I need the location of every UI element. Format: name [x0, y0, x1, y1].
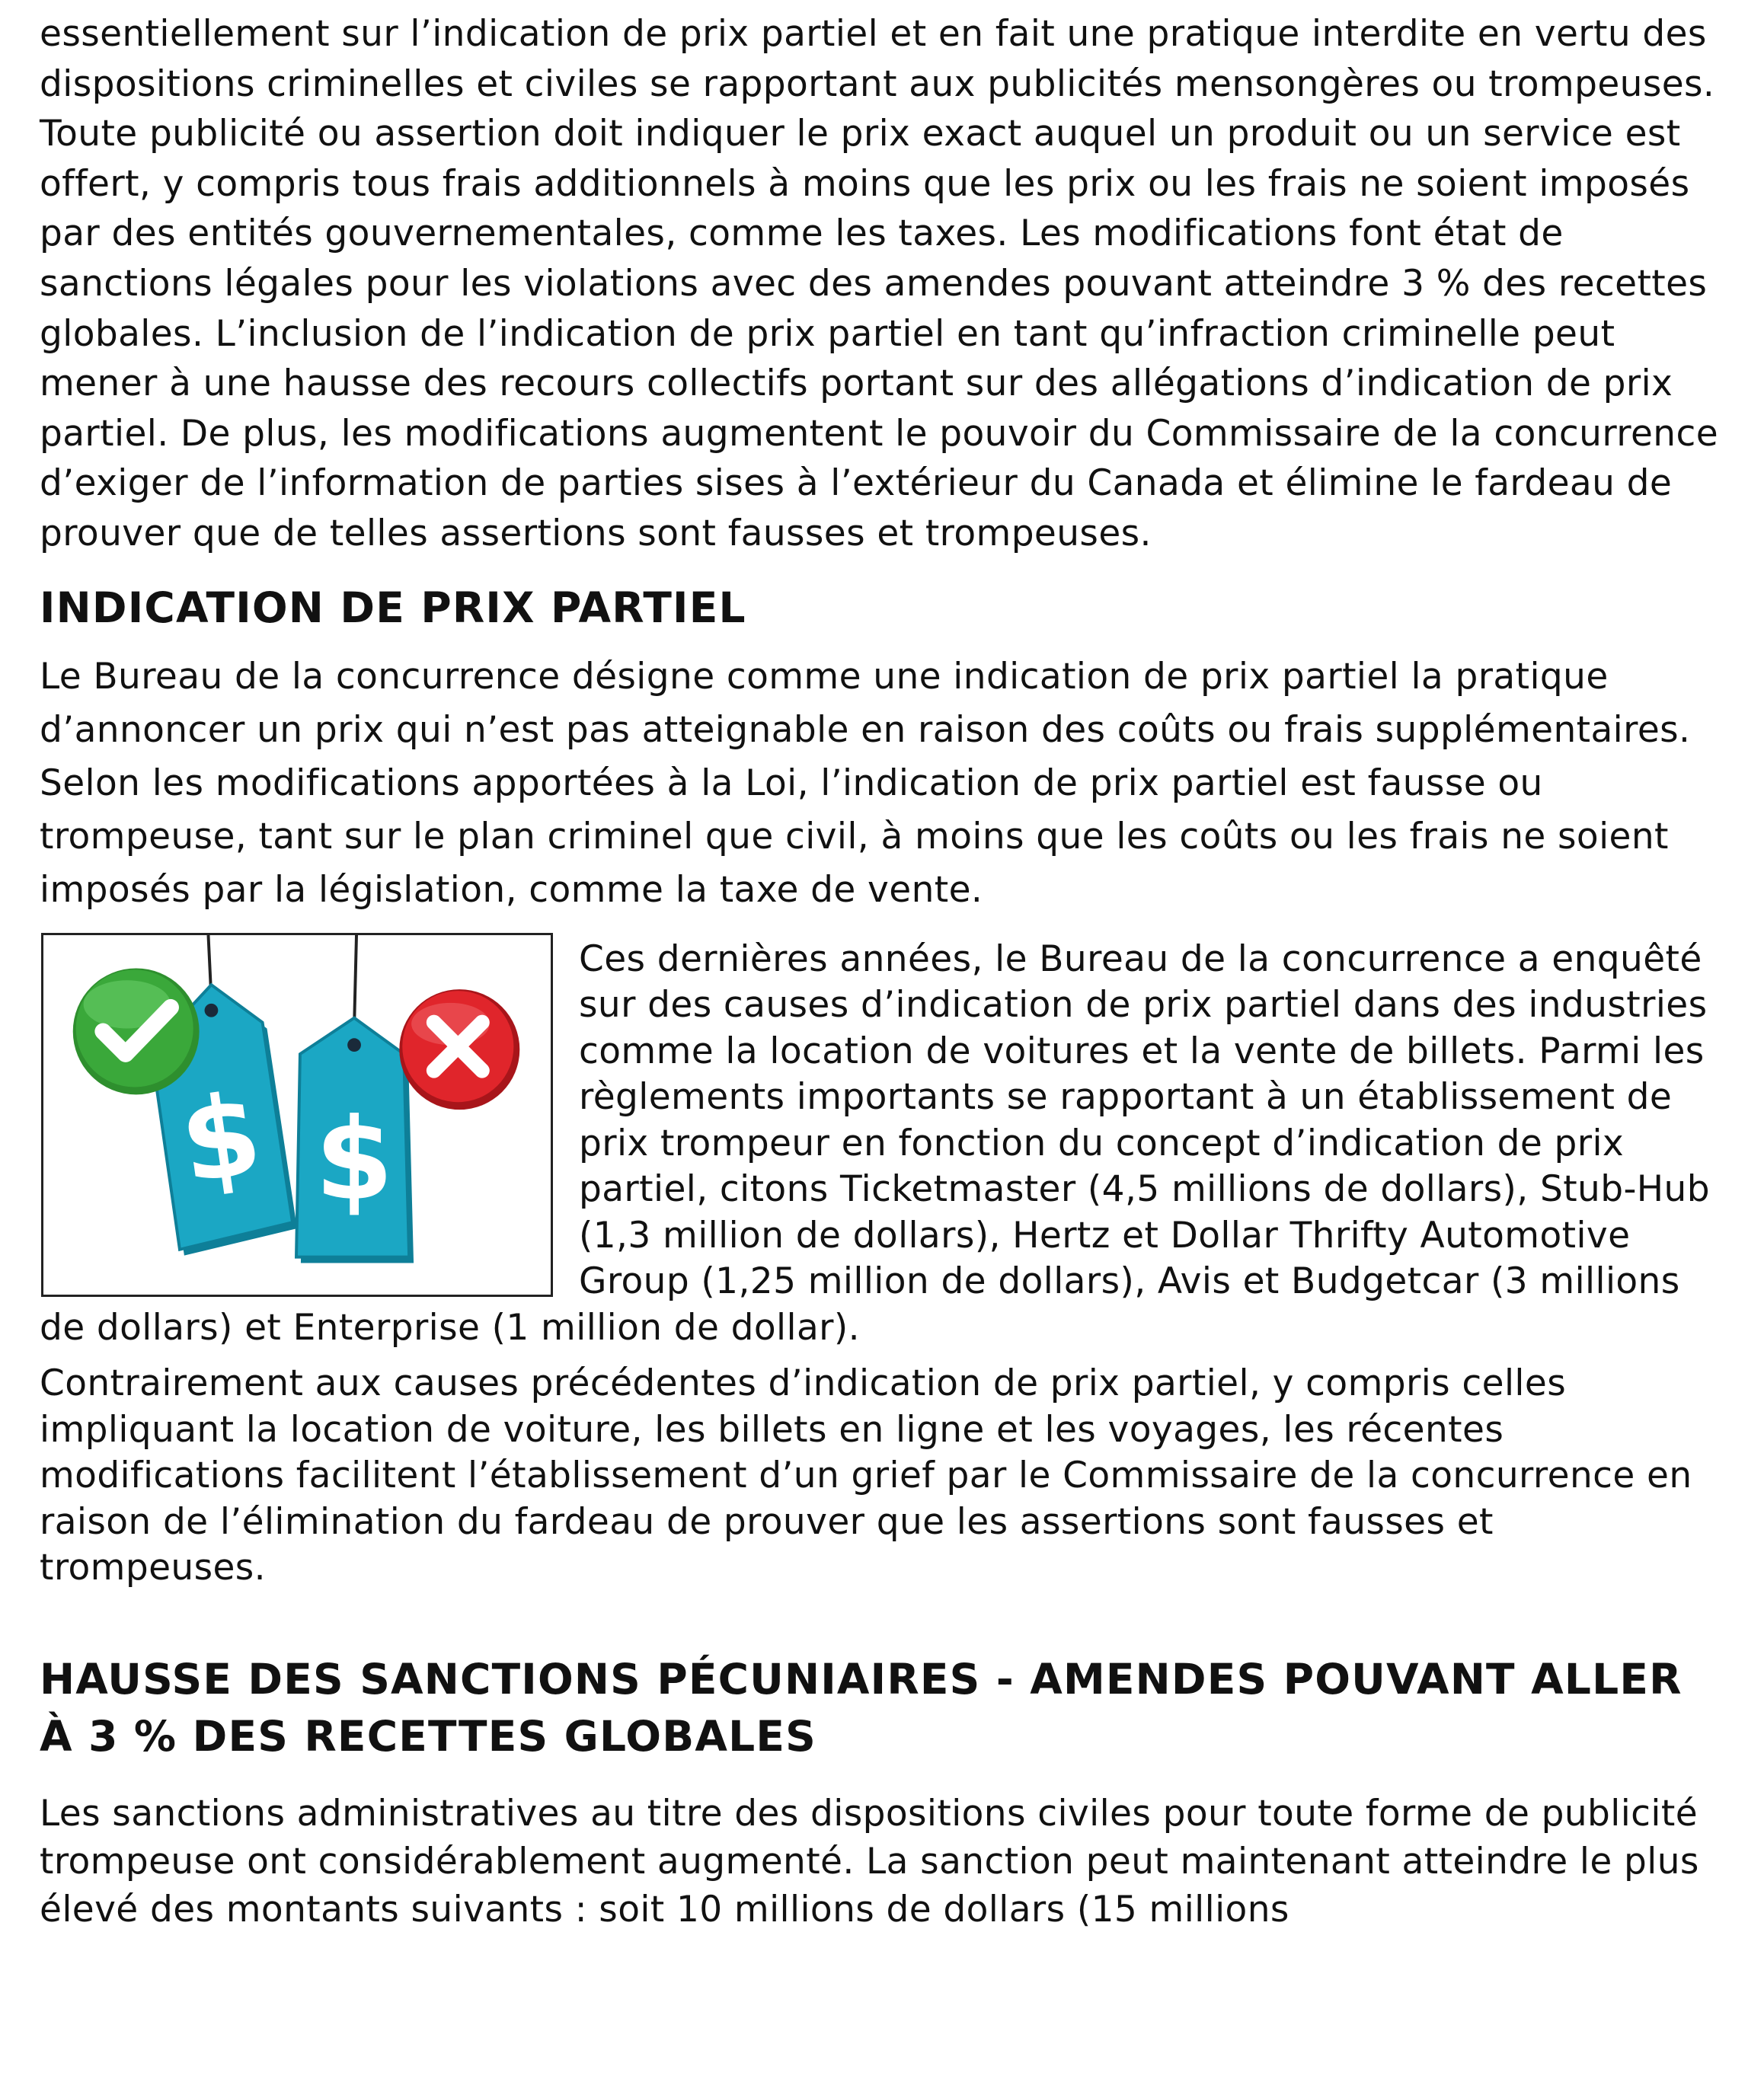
- enforcement-cases-paragraph: Ces dernières années, le Bureau de la concurrence a enquêté sur des causes d’indication de prix partiel dans des industries comme la location de voitures et la vente de billets. Parmi les règlements importants se rapportant à un établissement de prix trompeur en fonction du concept d’indication de prix partiel, citons Ticketmaster (4,5 millions de dollars), Stub-Hub (1,3 million de dollars), Hertz et Dollar Thrifty Automotive Group (1,25 million de dollars), Avis et Budgetcar (3 millions de dollars) et Enterprise (1 million de dollar).: [40, 937, 1710, 1349]
- partial-pricing-definition-paragraph: Le Bureau de la concurrence désigne comme une indication de prix partiel la pratique d’annoncer un prix qui n’est pas atteignable en raison des coûts ou frais supplémentaires. Selon les modifications apportées à la Loi, l’indication de prix partiel est fausse ou trompeuse, tant sur le plan criminel que civil, à moins que les coûts ou les frais ne soient imposés par la législation, comme la taxe de vente.: [40, 655, 1691, 911]
- price-tags-svg: [43, 935, 551, 1295]
- dollar-sign-right: $: [315, 1094, 394, 1225]
- intro-paragraph: essentiellement sur l’indication de prix partiel et en fait une pratique interdite en vertu des dispositions criminelles et civiles se rapportant aux publicités mensongères ou trompeuses. Toute publicité ou assertion doit indiquer le prix exact auquel un produit ou un service est offert, y compris tous frais additionnels à moins que les prix ou les frais ne soient imposés par des entités gouvernementales, comme les taxes. Les modifications font état de sanctions légales pour les violations avec des amendes pouvant atteindre 3 % des recettes globales. L’inclusion de l’indication de prix partiel en tant qu’infraction criminelle peut mener à une hausse des recours collectifs portant sur des allégations d’indication de prix partiel. De plus, les modifications augmentent le pouvoir du Commissaire de la concurrence d’exiger de l’information de parties sises à l’extérieur du Canada et élimine le fardeau de prouver que de telles assertions sont fausses et trompeuses.: [40, 13, 1719, 554]
- section-heading-partial-pricing: INDICATION DE PRIX PARTIEL: [40, 583, 746, 632]
- dollar-sign-left: $: [172, 1068, 269, 1209]
- section-heading-penalties: HAUSSE DES SANCTIONS PÉCUNIAIRES - AMENDES POUVANT ALLER À 3 % DES RECETTES GLOBALES: [40, 1654, 1683, 1761]
- price-tags-illustration: [41, 933, 553, 1297]
- recent-amendments-paragraph: Contrairement aux causes précédentes d’indication de prix partiel, y compris celles impliquant la location de voiture, les billets en ligne et les voyages, les récentes modifications facilitent l’établissement d’un grief par le Commissaire de la concurrence en raison de l’élimination du fardeau de prouver que les assertions sont fausses et trompeuses.: [40, 1362, 1692, 1589]
- tag-string-right: [354, 935, 356, 1027]
- green-check-icon: [73, 968, 200, 1094]
- red-cross-icon: [399, 989, 519, 1110]
- penalties-paragraph: Les sanctions administratives au titre des dispositions civiles pour toute forme de publicité trompeuse ont considérablement augmenté. La sanction peut maintenant atteindre le plus élevé des montants suivants : soit 10 millions de dollars (15 millions: [40, 1792, 1699, 1931]
- price-tag-right: [296, 1017, 414, 1263]
